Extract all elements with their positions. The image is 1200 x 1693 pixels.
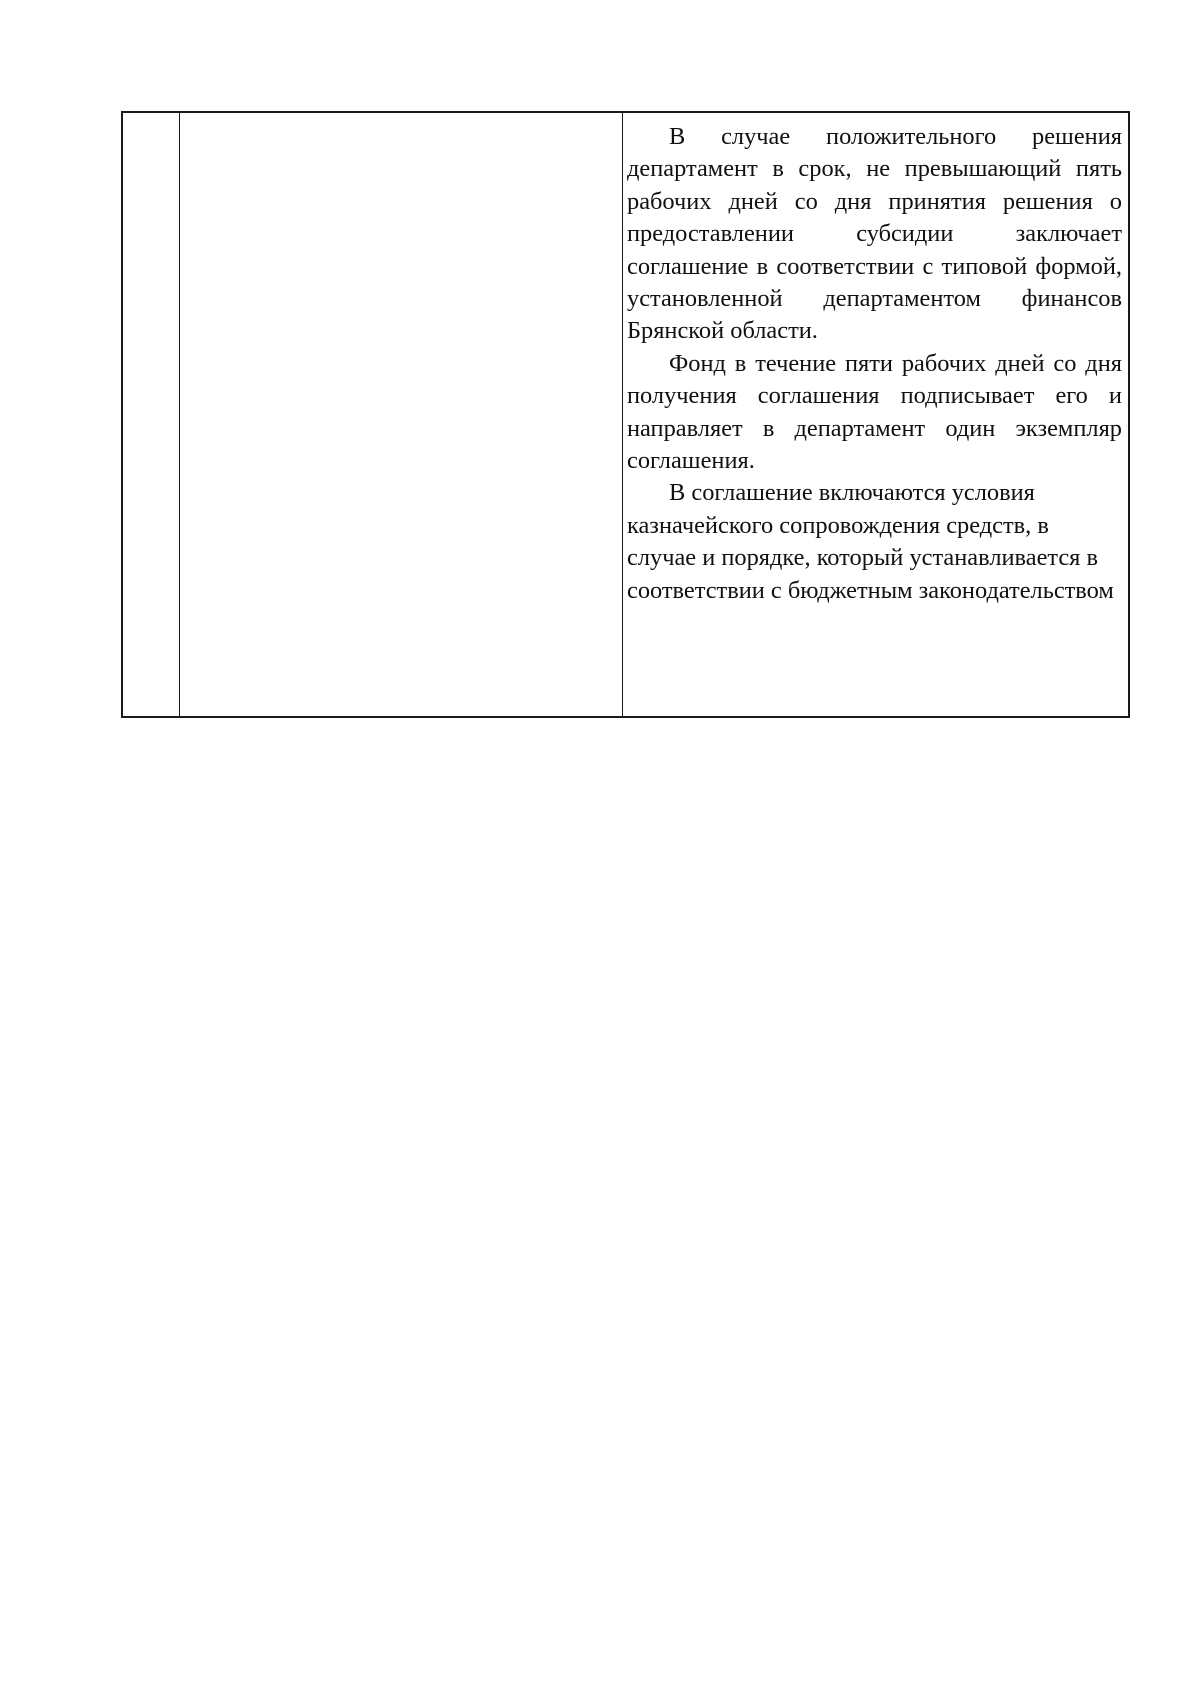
table-cell-number — [123, 113, 180, 716]
document-table — [121, 111, 1130, 718]
paragraph-agreement-conclusion: В случае положительного решения департамент в срок, не превышающий пять рабочих дней со дня принятия решения о предоставлении субсидии заключает соглашение в соответствии с типовой формой, установленной департаментом финансов Брянской области. — [627, 123, 1122, 345]
paragraph-fund-signing: Фонд в течение пяти рабочих дней со дня получения соглашения подписывает его и направляет в департамент один экземпляр соглашения. — [627, 349, 1122, 475]
table-cell-text — [623, 113, 1128, 716]
table-cell-name — [180, 113, 623, 716]
paragraph-treasury-support: В соглашение включаются условия казначейского сопровождения средств, в случае и порядке, который устанавливается в соответствии с бюджетным законодательством — [627, 479, 1114, 604]
